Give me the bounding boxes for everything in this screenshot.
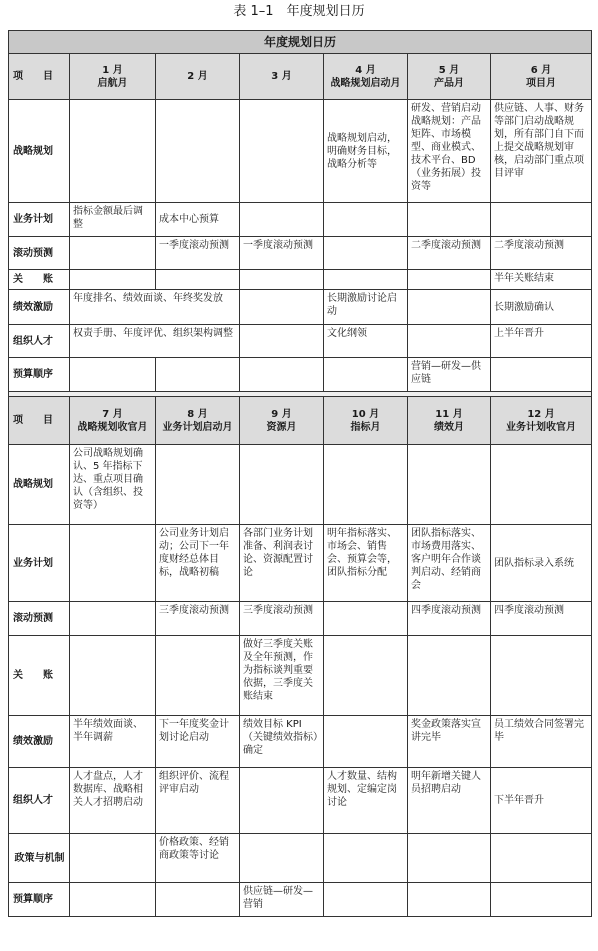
table-cell: 长期激励确认 [491,290,592,325]
table-title-row [9,31,592,54]
table-cell [70,237,156,270]
table-cell [408,203,491,237]
row-header-business: 业务计划 [9,525,70,602]
row-rolling-h1 [9,237,592,270]
table-cell: 公司战略规划确认、5 年指标下达、重点项目确认（含组织、投资等） [70,445,156,525]
table-cell: 奖金政策落实宣讲完毕 [408,716,491,768]
table-cell [324,237,408,270]
table-cell [70,883,156,917]
table-cell: 一季度滚动预测 [156,237,240,270]
row-closing-h1 [9,270,592,290]
table-cell [240,270,324,290]
table-cell: 研发、营销启动战略规划：产品矩阵、市场模型、商业模式、技术平台、BD（业务拓展）投资等 [408,100,491,203]
row-header-closing: 关 账 [9,270,70,290]
month-header-row-h1 [9,54,592,100]
row-talent-h1 [9,325,592,358]
table-cell: 下半年晋升 [491,768,592,834]
row-header-budget: 预算顺序 [9,358,70,392]
table-cell: 绩效目标 KPI（关键绩效指标）确定 [240,716,324,768]
row-header-rolling: 滚动预测 [9,602,70,636]
table-cell: 二季度滚动预测 [491,237,592,270]
table-cell [408,290,491,325]
month-header: 11 月 绩效月 [408,397,491,445]
month-header: 5 月 产品月 [408,54,491,100]
row-incentive-h1 [9,290,592,325]
table-cell [491,445,592,525]
month-header: 7 月 战略规划收官月 [70,397,156,445]
table-cell: 半年关账结束 [491,270,592,290]
table-cell [324,358,408,392]
row-business-h1 [9,203,592,237]
month-header: 2 月 [156,54,240,100]
table-cell [156,358,240,392]
table-cell [240,290,324,325]
month-header: 6 月 项目月 [491,54,592,100]
row-budget-h2 [9,883,592,917]
table-cell: 一季度滚动预测 [240,237,324,270]
table-cell: 二季度滚动预测 [408,237,491,270]
table-cell [324,203,408,237]
table-cell [491,636,592,716]
table-cell: 长期激励讨论启动 [324,290,408,325]
table-cell [491,834,592,883]
table-cell: 年度排名、绩效面谈、年终奖发放 [70,290,240,325]
table-cell [408,883,491,917]
row-strategy-h2 [9,445,592,525]
table-cell: 文化纲领 [324,325,408,358]
row-budget-h1 [9,358,592,392]
row-incentive-h2 [9,716,592,768]
table-cell: 三季度滚动预测 [156,602,240,636]
row-policy-h2 [9,834,592,883]
table-cell [408,834,491,883]
table-cell: 明年指标落实、市场会、销售会、预算会等，团队指标分配 [324,525,408,602]
table-cell: 成本中心预算 [156,203,240,237]
table-cell [240,100,324,203]
table-cell [408,270,491,290]
table-caption: 表 1–1 年度规划日历 [233,4,365,19]
month-header-row-h2 [9,397,592,445]
table-cell: 指标金额最后调整 [70,203,156,237]
table-cell [70,100,156,203]
table-cell [408,636,491,716]
table-cell: 人才数量、结构规划、定编定岗讨论 [324,768,408,834]
month-header: 9 月 资源月 [240,397,324,445]
row-header-talent: 组织人才 [9,325,70,358]
row-header-rolling: 滚动预测 [9,237,70,270]
table-cell: 价格政策、经销商政策等讨论 [156,834,240,883]
table-cell [324,883,408,917]
table-cell [408,325,491,358]
row-closing-h2 [9,636,592,716]
table-cell: 上半年晋升 [491,325,592,358]
table-cell [324,270,408,290]
table-cell [156,445,240,525]
month-header: 4 月 战略规划启动月 [324,54,408,100]
table-cell: 各部门业务计划准备、利润表讨论、资源配置讨论 [240,525,324,602]
table-cell [70,834,156,883]
row-header-strategy: 战略规划 [9,445,70,525]
table-cell: 员工绩效合同签署完毕 [491,716,592,768]
row-header-strategy: 战略规划 [9,100,70,203]
row-strategy-h1 [9,100,592,203]
table-cell: 团队指标录入系统 [491,525,592,602]
row-header-incentive: 绩效激励 [9,716,70,768]
table-cell [324,445,408,525]
table-cell [240,358,324,392]
table-cell [156,636,240,716]
table-cell [156,883,240,917]
table-cell [491,883,592,917]
row-header-talent: 组织人才 [9,768,70,834]
table-cell [408,445,491,525]
row-header-item: 项 目 [9,397,70,445]
month-header: 1 月 启航月 [70,54,156,100]
table-cell: 人才盘点，人才数据库、战略相关人才招聘启动 [70,768,156,834]
table-cell [324,716,408,768]
table-cell: 半年绩效面谈、半年调薪 [70,716,156,768]
table-cell [491,358,592,392]
table-cell [240,203,324,237]
table-cell: 做好三季度关账及全年预测，作为指标谈判重要依据，三季度关账结束 [240,636,324,716]
table-cell: 战略规划启动，明确财务目标，战略分析等 [324,100,408,203]
row-header-closing: 关 账 [9,636,70,716]
table-cell [156,100,240,203]
table-cell: 四季度滚动预测 [491,602,592,636]
table-cell [70,602,156,636]
table-cell: 明年新增关键人员招聘启动 [408,768,491,834]
table-cell [70,358,156,392]
table-cell: 公司业务计划启动；公司下一年度财经总体目标，战略初稿 [156,525,240,602]
row-header-item: 项 目 [9,54,70,100]
month-header: 12 月 业务计划收官月 [491,397,592,445]
month-header: 8 月 业务计划启动月 [156,397,240,445]
table-cell [70,525,156,602]
table-cell: 供应链—研发—营销 [240,883,324,917]
table-cell [324,834,408,883]
table-cell: 权责手册、年度评优、组织架构调整 [70,325,240,358]
table-cell: 三季度滚动预测 [240,602,324,636]
table-cell: 供应链、人事、财务等部门启动战略规划，所有部门自下而上提交战略规划审核，启动部门重点项目评审 [491,100,592,203]
table-cell [491,203,592,237]
row-header-business: 业务计划 [9,203,70,237]
month-header: 3 月 [240,54,324,100]
table-cell: 四季度滚动预测 [408,602,491,636]
month-header: 10 月 指标月 [324,397,408,445]
row-header-incentive: 绩效激励 [9,290,70,325]
table-cell [240,445,324,525]
row-talent-h2 [9,768,592,834]
table-cell [240,768,324,834]
table-cell [324,636,408,716]
table-cell: 下一年度奖金计划讨论启动 [156,716,240,768]
table-cell [324,602,408,636]
table-cell: 团队指标落实、市场费用落实、客户明年合作谈判启动、经销商会 [408,525,491,602]
table-cell [70,636,156,716]
row-header-budget: 预算顺序 [9,883,70,917]
row-business-h2 [9,525,592,602]
table-cell: 组织评价、流程评审启动 [156,768,240,834]
row-header-policy: 政策与机制 [9,834,70,883]
table-title: 年度规划日历 [9,31,592,54]
annual-planning-calendar-table [8,30,592,917]
table-cell [240,834,324,883]
row-rolling-h2 [9,602,592,636]
table-cell: 营销—研发—供应链 [408,358,491,392]
table-cell [240,325,324,358]
table-cell [156,270,240,290]
table-cell [70,270,156,290]
